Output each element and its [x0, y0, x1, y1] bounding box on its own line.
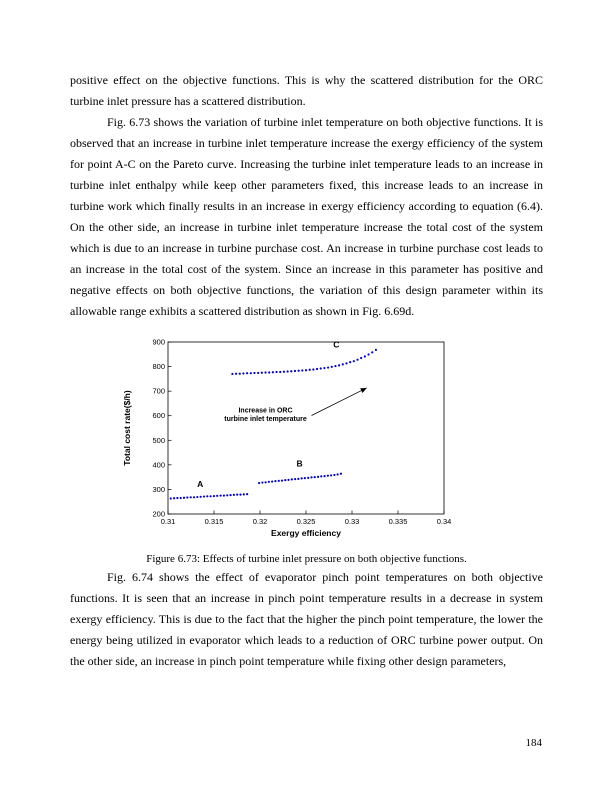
svg-text:0.325: 0.325 [296, 517, 316, 526]
figure-chart [116, 336, 458, 542]
svg-text:0.315: 0.315 [204, 517, 224, 526]
figure-caption: Figure 6.73: Effects of turbine inlet pressure on both objective functions. [146, 553, 467, 565]
svg-text:800: 800 [152, 362, 165, 372]
svg-text:A: A [197, 479, 204, 490]
svg-text:900: 900 [152, 337, 165, 347]
svg-text:0.335: 0.335 [388, 517, 408, 526]
svg-text:Total cost rate($/h): Total cost rate($/h) [122, 390, 132, 466]
svg-text:B: B [296, 458, 303, 469]
svg-text:300: 300 [152, 484, 165, 494]
paragraph-2: Fig. 6.73 shows the variation of turbine inlet temperature on both objective functions. It is observed that an increase in turbine inlet temperature increase the exergy efficiency of the system for point A-C on the Pareto curve. Increasing the turbine inlet temperature leads to an increase in turbine inlet enthalpy while keep other parameters fixed, this increase leads to an increase in turbine work which finally results in an increase in exergy efficiency according to equation (6.4). On the other side, an increase in turbine inlet temperature increase the total cost of the system which is due to an increase in turbine purchase cost. An increase in turbine purchase cost leads to an increase in the total cost of the system. Since an increase in this parameter has positive and negative effects on both objective functions, the variation of this design parameter within its allowable range exhibits a scattered distribution as shown in Fig. 6.69d. [70, 115, 543, 318]
paragraph-1: positive effect on the objective functions. This is why the scattered distribution for the ORC turbine inlet pressure has a scattered distribution. [70, 73, 543, 108]
figure-673 [116, 336, 458, 542]
svg-text:400: 400 [152, 460, 165, 470]
svg-text:600: 600 [152, 411, 165, 421]
svg-text:200: 200 [152, 509, 165, 519]
svg-text:0.34: 0.34 [436, 517, 452, 526]
svg-text:0.33: 0.33 [344, 517, 360, 526]
paragraph-3: Fig. 6.74 shows the effect of evaporator pinch point temperatures on both objective functions. It is seen that an increase in pinch point temperature results in a decrease in system exergy efficiency. This is due to the fact that the higher the pinch point temperature, the lower the energy being utilized in evaporator which leads to a reduction of ORC turbine power output. On the other side, an increase in pinch point temperature while fixing other design parameters, [70, 570, 543, 668]
page-number: 184 [525, 737, 542, 749]
svg-text:0.31: 0.31 [160, 517, 176, 526]
svg-text:Exergy efficiency: Exergy efficiency [271, 528, 341, 538]
svg-text:700: 700 [152, 386, 165, 396]
svg-text:Increase in ORCturbine inlet t: Increase in ORC turbine inlet temperature [224, 407, 307, 423]
svg-text:0.32: 0.32 [252, 517, 268, 526]
svg-text:C: C [333, 339, 340, 350]
svg-text:500: 500 [152, 435, 165, 445]
